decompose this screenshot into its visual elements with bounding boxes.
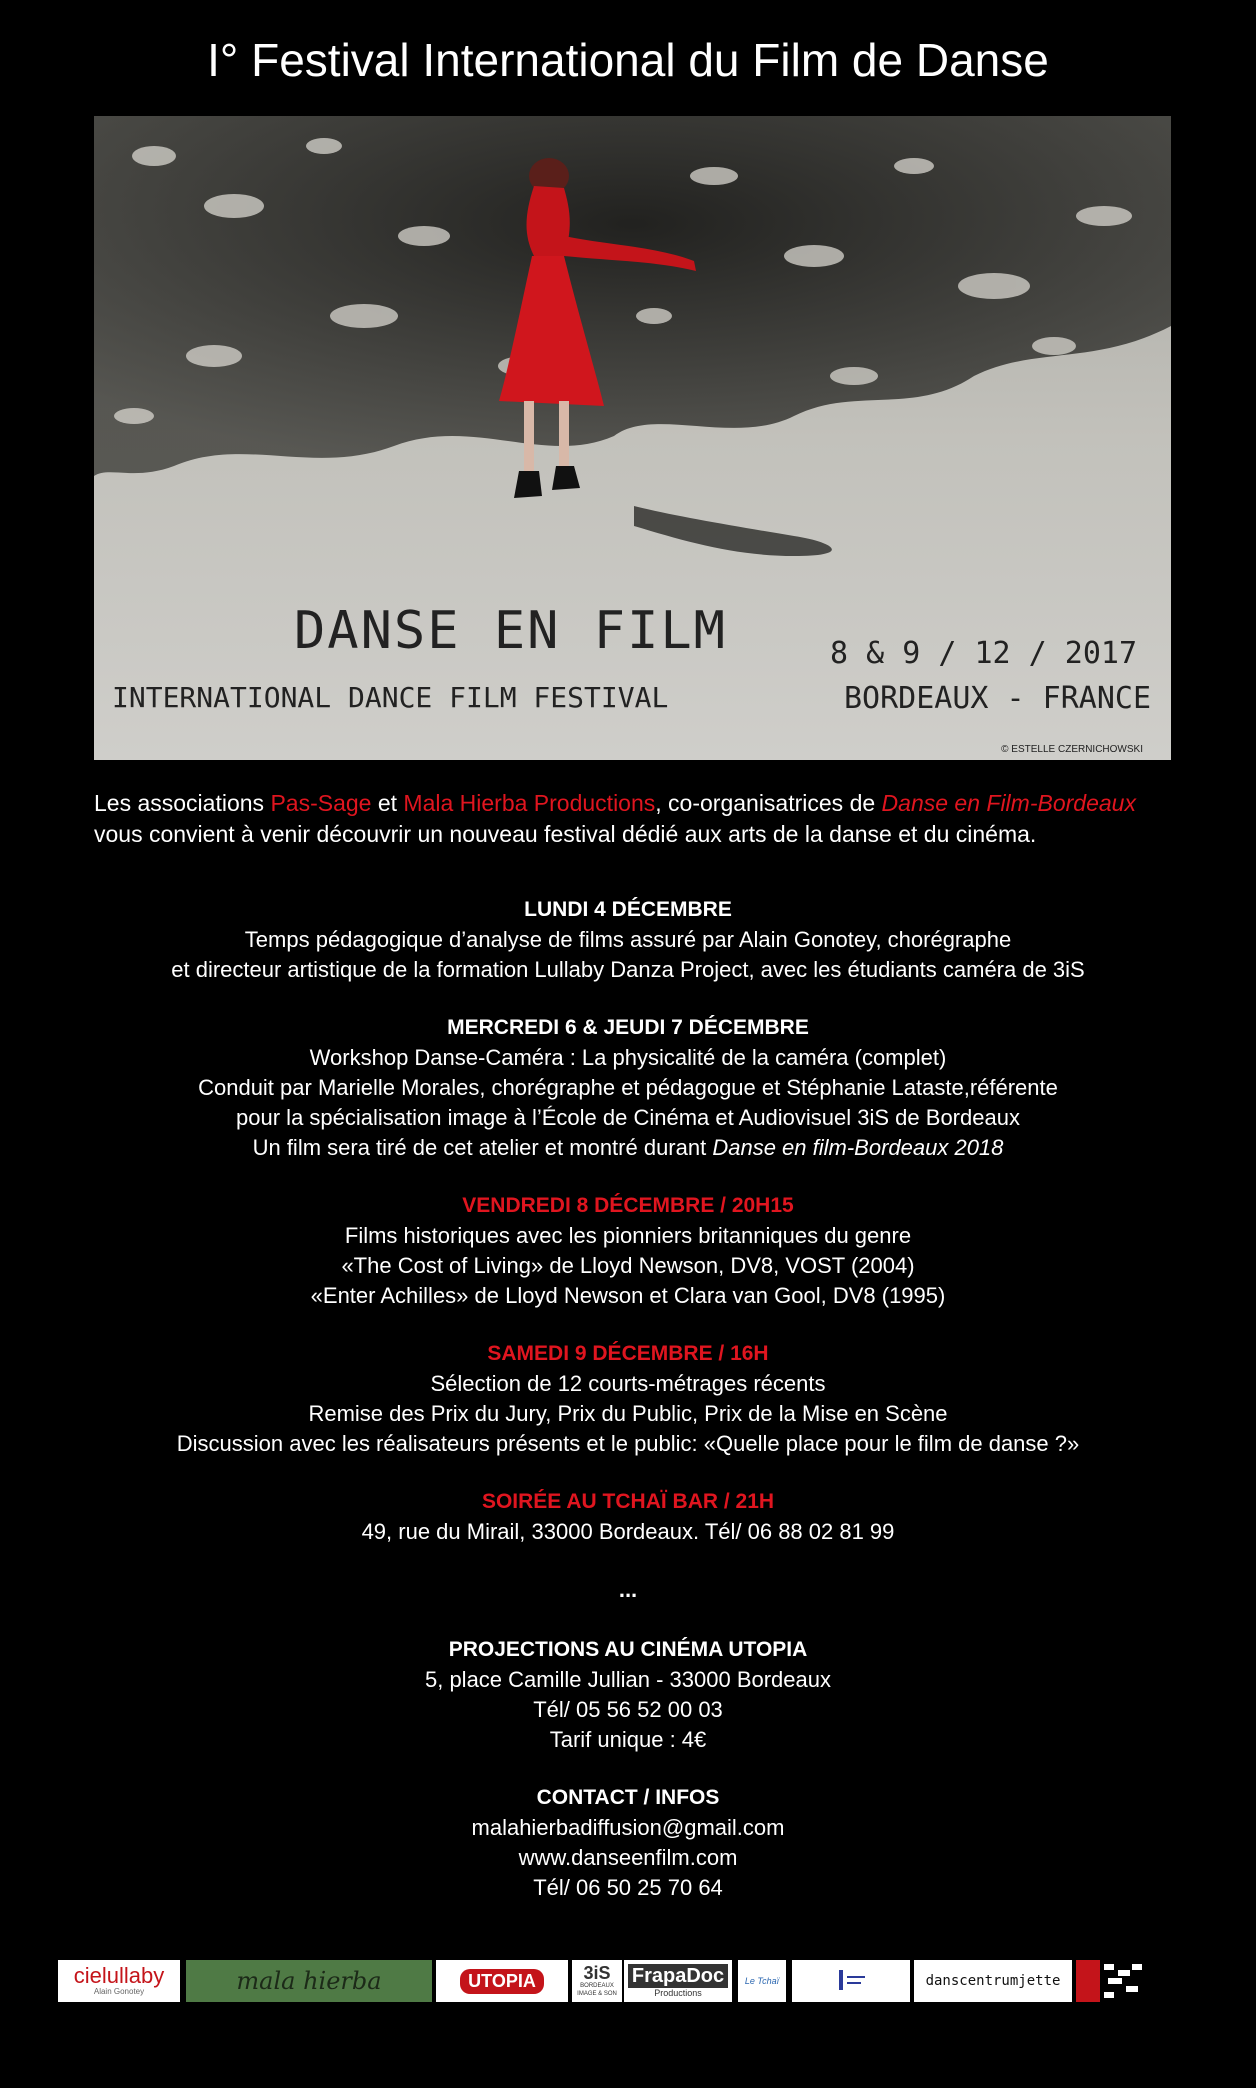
logo-partner-blue [792, 1960, 910, 2002]
event-line: Films historiques avec les pionniers britanniques du genre [344, 1223, 912, 1248]
logo-frapadoc-sub: Productions [654, 1987, 702, 1998]
poster-credit: © ESTELLE CZERNICHOWSKI [1001, 744, 1143, 755]
event-line: 49, rue du Mirail, 33000 Bordeaux. Tél/ 06 88 02 81 99 [361, 1519, 895, 1544]
cinema-address: 5, place Camille Jullian - 33000 Bordeaux [424, 1667, 831, 1692]
event-heading: SAMEDI 9 DÉCEMBRE / 16H [487, 1342, 769, 1365]
event-line: «Enter Achilles» de Lloyd Newson et Clara van Gool, DV8 (1995) [310, 1283, 946, 1308]
event-line: Conduit par Marielle Morales, chorégraphe et pédagogue et Stéphanie Lataste,référente [198, 1075, 1058, 1100]
logo-3is-text: 3iS [583, 1963, 611, 1983]
event-line-text: Un film sera tiré de cet atelier et montré durant [252, 1135, 713, 1160]
logo-mala-hierba-text: mala hierba [236, 1967, 382, 1995]
event-line: et directeur artistique de la formation Lullaby Danza Project, avec les étudiants caméra de 3iS [171, 957, 1085, 982]
festival-edition: Danse en film-Bordeaux 2018 [712, 1135, 1004, 1160]
logo-danscentrumjette [914, 1960, 1072, 2002]
contact-email[interactable]: malahierbadiffusion@gmail.com [471, 1815, 785, 1840]
separator: ... [618, 1577, 638, 1602]
logo-utopia [436, 1960, 568, 2002]
event-heading: LUNDI 4 DÉCEMBRE [524, 898, 732, 921]
poster-logo-title: DANSE EN FILM [294, 601, 727, 661]
poster-logo-subtitle: INTERNATIONAL DANCE FILM FESTIVAL [112, 681, 669, 714]
poster-location: BORDEAUX - FRANCE [843, 681, 1151, 716]
event-friday [0, 1191, 1256, 1311]
event-heading: VENDREDI 8 DÉCEMBRE / 20H15 [462, 1194, 794, 1217]
logo-3is-sub2: IMAGE & SON [577, 1991, 617, 1997]
org-mala-hierba: Mala Hierba Productions [403, 790, 656, 816]
logo-frapadoc-text: FrapaDoc [628, 1964, 728, 1988]
logo-frapadoc [624, 1960, 732, 2002]
badge-block [1076, 1960, 1100, 2002]
event-line: Sélection de 12 courts-métrages récents [430, 1371, 826, 1396]
festival-poster [94, 116, 1171, 760]
logo-3is-sub: BORDEAUX [580, 1983, 614, 1989]
logo-lullaby [58, 1960, 180, 2002]
logo-utopia-text: UTOPIA [460, 1969, 544, 1994]
contact-website[interactable]: www.danseenfilm.com [518, 1845, 738, 1870]
event-wednesday [0, 1013, 1256, 1163]
partner-mark-icon [821, 1966, 881, 1996]
event-line: Temps pédagogique d’analyse de films assuré par Alain Gonotey, chorégraphe [244, 927, 1012, 952]
logo-le-tchai-text: Le Tchaï [744, 1976, 780, 1986]
logo-lullaby-text: cielullaby [73, 1963, 165, 1988]
logo-mala-hierba [186, 1960, 432, 2002]
org-pas-sage: Pas-Sage [270, 790, 372, 816]
event-heading: MERCREDI 6 & JEUDI 7 DÉCEMBRE [447, 1016, 809, 1039]
contact-phone: Tél/ 06 50 25 70 64 [533, 1875, 723, 1900]
intro-text: vous convient à venir découvrir un nouveau festival dédié aux arts de la danse et du cinéma. [94, 821, 1037, 847]
logo-red-badge [1076, 1960, 1146, 2002]
logo-3is [572, 1960, 622, 2002]
poster-dates: 8 & 9 / 12 / 2017 [829, 636, 1137, 671]
event-saturday [0, 1339, 1256, 1459]
cinema-info [0, 1635, 1256, 1755]
contact-heading: CONTACT / INFOS [536, 1786, 720, 1809]
event-line: pour la spécialisation image à l’École de Cinéma et Audiovisuel 3iS de Bordeaux [236, 1105, 1020, 1130]
cinema-heading: PROJECTIONS AU CINÉMA UTOPIA [448, 1638, 808, 1661]
pattern-icon [1100, 1960, 1146, 2002]
event-soiree [0, 1487, 1256, 1547]
event-line: «The Cost of Living» de Lloyd Newson, DV8, VOST (2004) [341, 1253, 915, 1278]
logo-lullaby-sub: Alain Gonotey [93, 1987, 145, 1996]
intro-text: et [371, 790, 404, 816]
program-schedule [0, 895, 1256, 1931]
event-line: Remise des Prix du Jury, Prix du Public, Prix de la Mise en Scène [308, 1401, 948, 1426]
page-title: I° Festival International du Film de Danse [207, 34, 1049, 86]
event-line: Workshop Danse-Caméra : La physicalité de la caméra (complet) [309, 1045, 947, 1070]
event-line [0, 1133, 1256, 1163]
event-heading: SOIRÉE AU TCHAÏ BAR / 21H [481, 1490, 775, 1513]
intro-text: , co-organisatrices de [655, 790, 882, 816]
contact-info [0, 1783, 1256, 1903]
partner-logos [0, 1960, 1256, 2006]
festival-name: Danse en Film-Bordeaux [881, 790, 1136, 816]
logo-le-tchai [738, 1960, 786, 2002]
cinema-price: Tarif unique : 4€ [549, 1727, 707, 1752]
cinema-phone: Tél/ 05 56 52 00 03 [533, 1697, 723, 1722]
intro-paragraph [94, 788, 1204, 850]
logo-danscentrumjette-text: danscentrumjette [925, 1973, 1061, 1989]
event-line: Discussion avec les réalisateurs présents et le public: «Quelle place pour le film de danse ?» [176, 1431, 1080, 1456]
intro-text: Les associations [94, 790, 271, 816]
event-monday [0, 895, 1256, 985]
